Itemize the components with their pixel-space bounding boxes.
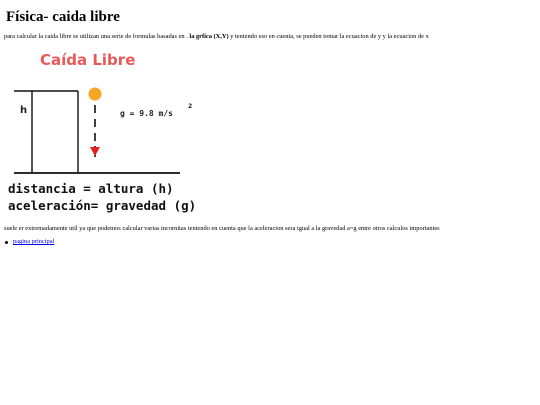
list-item — [4, 238, 54, 246]
intro-text-end: y teniendo eso en cuenta, se pueden tomar la ecuacion de y y la ecuacion de x — [228, 33, 429, 40]
distance-equation: distancia = altura (h) — [8, 181, 174, 196]
outro-paragraph: suele er extremadamente util ya que podemos calcular varias incornitas teniendo en cuenta que la aceleracion sera igual a la gravedad a=g entre otros calculos importantes — [4, 225, 440, 232]
gravity-exponent: 2 — [188, 103, 193, 110]
height-label: h — [20, 105, 28, 116]
bullet-icon — [5, 241, 8, 244]
link-list — [4, 238, 54, 246]
intro-bold-text: la grfica (X,Y) — [189, 33, 229, 40]
gravity-label: g = 9.8 m/s — [120, 109, 173, 118]
down-arrow-icon — [90, 147, 100, 156]
intro-text-start: para calcular la caida libre se utilizan una serie de formulas basadas en . — [4, 33, 190, 40]
diagram-title: Caída Libre — [40, 51, 136, 69]
intro-paragraph — [4, 33, 429, 41]
falling-ball — [89, 88, 102, 101]
main-page-link[interactable]: pagina principal — [13, 238, 55, 245]
page-title: Física- caida libre — [6, 9, 120, 25]
free-fall-diagram — [4, 49, 208, 219]
acceleration-equation: aceleración= gravedad (g) — [8, 198, 197, 213]
